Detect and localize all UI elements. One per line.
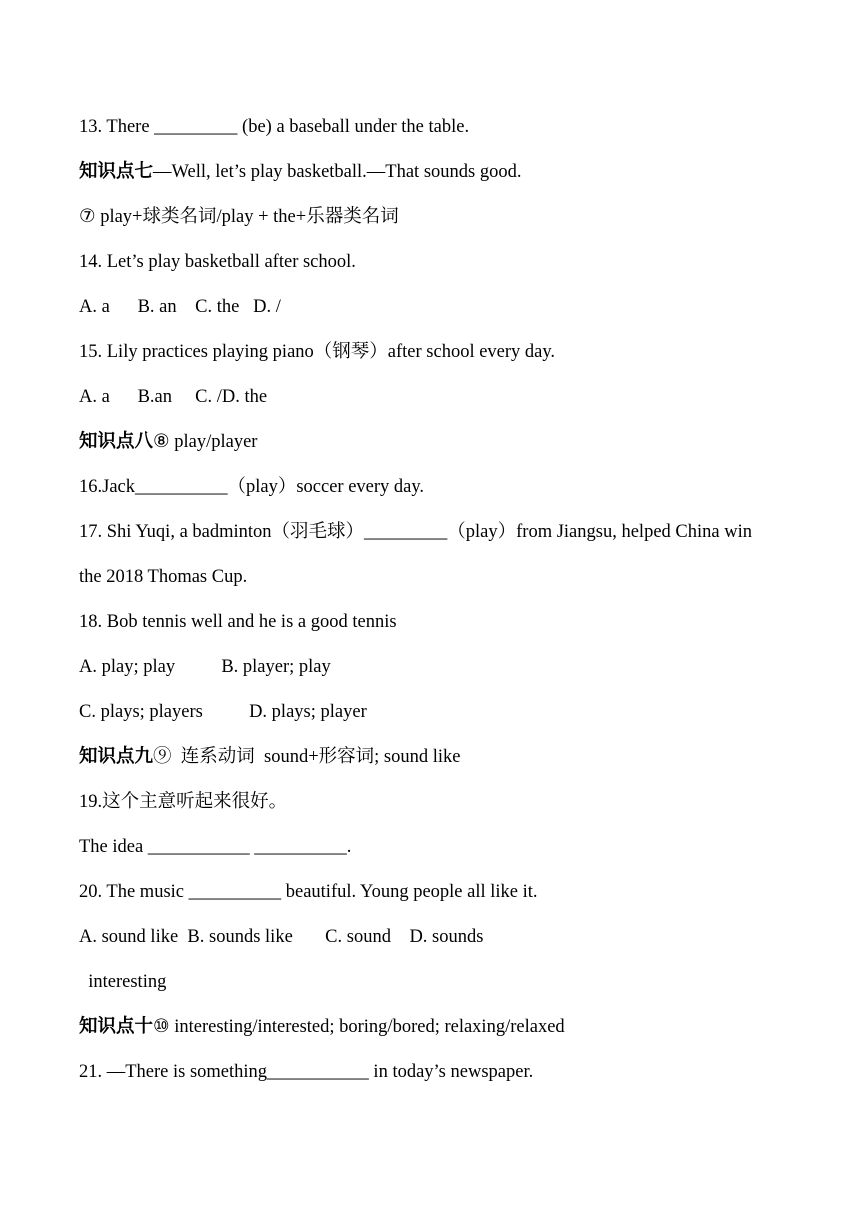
rule-7: ⑦ play+球类名词/play + the+乐器类名词 xyxy=(79,207,399,227)
knowledge-point-text: —Well, let’s play basketball.—That sounds good. xyxy=(153,162,522,182)
knowledge-point-9-heading xyxy=(79,745,460,769)
question-21: 21. —There is something___________ in today’s newspaper. xyxy=(79,1062,534,1082)
knowledge-point-text: ⑧ play/player xyxy=(153,432,258,452)
question-20-options: A. sound like B. sounds like C. sound D. sounds xyxy=(79,927,484,947)
question-18-options-ab: A. play; play B. player; play xyxy=(79,657,331,677)
question-20: 20. The music __________ beautiful. Young people all like it. xyxy=(79,882,538,902)
knowledge-point-10-heading xyxy=(79,1015,565,1039)
knowledge-point-text: ⑨ 连系动词 sound+形容词; sound like xyxy=(153,747,461,767)
question-19-answer-line: The idea ___________ __________. xyxy=(79,837,352,857)
question-19: 19.这个主意听起来很好。 xyxy=(79,792,288,812)
question-14: 14. Let’s play basketball after school. xyxy=(79,252,356,272)
question-18: 18. Bob tennis well and he is a good tennis xyxy=(79,612,397,632)
question-17-continued: the 2018 Thomas Cup. xyxy=(79,567,248,587)
knowledge-point-label: 知识点七 xyxy=(79,162,154,182)
question-20-options-continued: interesting xyxy=(79,972,167,992)
knowledge-point-text: ⑩ interesting/interested; boring/bored; relaxing/relaxed xyxy=(153,1017,565,1037)
question-18-options-cd: C. plays; players D. plays; player xyxy=(79,702,367,722)
question-15-options: A. a B.an C. /D. the xyxy=(79,387,268,407)
knowledge-point-8-heading xyxy=(79,430,257,454)
knowledge-point-label: 知识点九 xyxy=(79,747,154,767)
knowledge-point-7-heading xyxy=(79,160,521,184)
question-17: 17. Shi Yuqi, a badminton（羽毛球）_________（play）from Jiangsu, helped China win xyxy=(79,522,752,542)
knowledge-point-label: 知识点八 xyxy=(79,432,154,452)
question-14-options: A. a B. an C. the D. / xyxy=(79,297,281,317)
question-13: 13. There _________ (be) a baseball under the table. xyxy=(79,117,470,137)
question-16: 16.Jack__________（play）soccer every day. xyxy=(79,477,425,497)
question-15: 15. Lily practices playing piano（钢琴）after school every day. xyxy=(79,342,556,362)
knowledge-point-label: 知识点十 xyxy=(79,1017,154,1037)
